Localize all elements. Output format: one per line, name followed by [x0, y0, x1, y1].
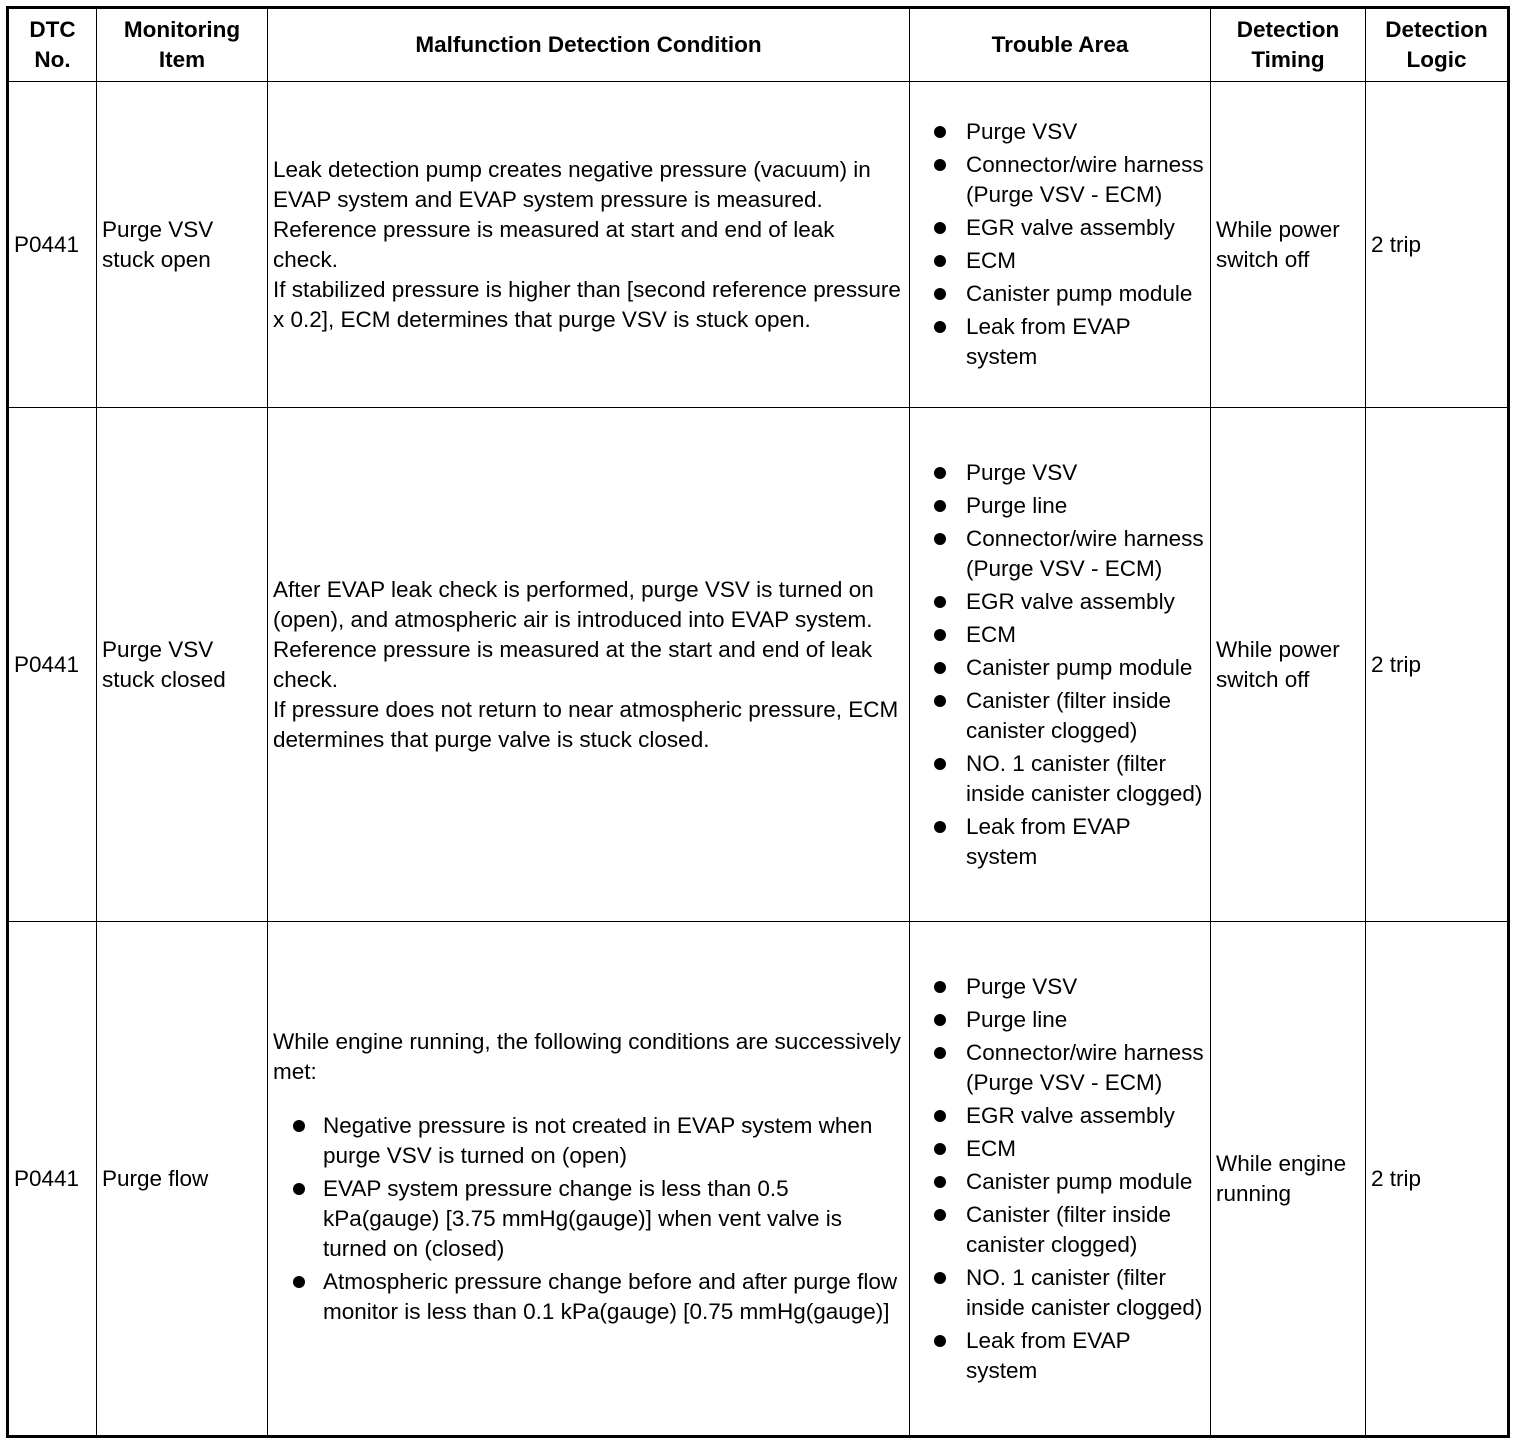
- list-item: [915, 458, 1205, 488]
- condition-intro: While engine running, the following conditions are successively met:: [273, 1029, 901, 1084]
- trouble-area-text: Purge line: [966, 1006, 1068, 1032]
- bullet-dot-icon: [934, 1209, 946, 1221]
- table-row: [8, 408, 1509, 922]
- bullet-dot-icon: [934, 533, 946, 545]
- bullet-dot-icon: [934, 1143, 946, 1155]
- list-item: [915, 524, 1205, 584]
- trouble-area-list: [915, 117, 1205, 372]
- bullet-dot-icon: [934, 1047, 946, 1059]
- bullet-dot-icon: [934, 596, 946, 608]
- condition-paragraph: After EVAP leak check is performed, purge VSV is turned on (open), and atmospheric air is introduced into EVAP system. Reference pressure is measured at the start and end of leak check.: [273, 576, 874, 692]
- bullet-dot-icon: [934, 321, 946, 333]
- detection-condition: [268, 82, 910, 408]
- bullet-dot-icon: [934, 500, 946, 512]
- list-item: [915, 1263, 1205, 1323]
- trouble-area-text: ECM: [966, 248, 1016, 273]
- trouble-area-text: EGR valve assembly: [966, 588, 1175, 614]
- header-monitoring-item: Monitoring Item: [97, 8, 268, 82]
- trouble-area-text: Leak from EVAP system: [966, 813, 1131, 869]
- trouble-area: [910, 922, 1211, 1437]
- monitoring-item: Purge VSV stuck open: [97, 82, 268, 408]
- condition-bullet-list: [273, 1111, 904, 1327]
- list-item: [915, 279, 1205, 309]
- header-detection-logic: Detection Logic: [1366, 8, 1509, 82]
- list-item: [915, 1038, 1205, 1098]
- list-item: [915, 150, 1205, 210]
- trouble-area-text: Purge VSV: [966, 119, 1078, 144]
- detection-logic: 2 trip: [1366, 922, 1509, 1437]
- list-item: [915, 653, 1205, 683]
- trouble-area: [910, 408, 1211, 922]
- header-trouble-area: Trouble Area: [910, 8, 1211, 82]
- bullet-dot-icon: [293, 1276, 305, 1288]
- list-item: [273, 1111, 904, 1171]
- monitoring-item: Purge VSV stuck closed: [97, 408, 268, 922]
- detection-timing: While power switch off: [1211, 82, 1366, 408]
- bullet-dot-icon: [934, 222, 946, 234]
- dtc-document: [6, 6, 1507, 1434]
- list-item: [915, 1134, 1205, 1164]
- trouble-area-text: Canister (filter inside canister clogged): [966, 1201, 1172, 1257]
- list-item: [915, 686, 1205, 746]
- trouble-area-text: NO. 1 canister (filter inside canister clogged): [966, 1264, 1203, 1320]
- trouble-area-text: EGR valve assembly: [966, 215, 1175, 240]
- table-row: [8, 922, 1509, 1437]
- list-item: [915, 749, 1205, 809]
- list-item: [273, 1267, 904, 1327]
- list-item: [915, 213, 1205, 243]
- detection-timing: While power switch off: [1211, 408, 1366, 922]
- list-item: [915, 972, 1205, 1002]
- list-item: [915, 246, 1205, 276]
- bullet-dot-icon: [934, 981, 946, 993]
- trouble-area-text: Canister pump module: [966, 654, 1193, 680]
- list-item: [915, 1326, 1205, 1386]
- condition-paragraph: If pressure does not return to near atmospheric pressure, ECM determines that purge valve is stuck closed.: [273, 696, 899, 752]
- dtc-code: P0441: [8, 82, 97, 408]
- trouble-area-text: Connector/wire harness (Purge VSV - ECM): [966, 525, 1204, 581]
- trouble-area: [910, 82, 1211, 408]
- condition-bullet-text: Negative pressure is not created in EVAP system when purge VSV is turned on (open): [323, 1113, 873, 1168]
- monitoring-item: Purge flow: [97, 922, 268, 1437]
- bullet-dot-icon: [934, 662, 946, 674]
- bullet-dot-icon: [934, 629, 946, 641]
- bullet-dot-icon: [934, 695, 946, 707]
- trouble-area-text: Connector/wire harness (Purge VSV - ECM): [966, 152, 1204, 207]
- trouble-area-list: [915, 972, 1205, 1386]
- trouble-area-text: Leak from EVAP system: [966, 1327, 1131, 1383]
- bullet-dot-icon: [934, 288, 946, 300]
- trouble-area-text: NO. 1 canister (filter inside canister clogged): [966, 750, 1203, 806]
- trouble-area-text: Canister pump module: [966, 281, 1193, 306]
- condition-paragraph: If stabilized pressure is higher than [second reference pressure x 0.2], ECM determines that purge VSV is stuck open.: [273, 276, 901, 332]
- trouble-area-text: Purge VSV: [966, 973, 1078, 999]
- bullet-dot-icon: [934, 255, 946, 267]
- trouble-area-text: ECM: [966, 621, 1016, 647]
- list-item: [915, 1101, 1205, 1131]
- trouble-area-text: Purge line: [966, 492, 1068, 518]
- list-item: [915, 587, 1205, 617]
- detection-condition: [268, 408, 910, 922]
- bullet-dot-icon: [934, 1272, 946, 1284]
- header-row: [8, 8, 1509, 82]
- bullet-dot-icon: [934, 159, 946, 171]
- trouble-area-text: Connector/wire harness (Purge VSV - ECM): [966, 1039, 1204, 1095]
- list-item: [915, 117, 1205, 147]
- dtc-table: [6, 6, 1510, 1438]
- list-item: [915, 491, 1205, 521]
- list-item: [915, 312, 1205, 372]
- bullet-dot-icon: [293, 1183, 305, 1195]
- detection-condition: [268, 922, 910, 1437]
- bullet-dot-icon: [934, 821, 946, 833]
- header-dtc-no: DTC No.: [8, 8, 97, 82]
- bullet-dot-icon: [293, 1120, 305, 1132]
- bullet-dot-icon: [934, 1110, 946, 1122]
- list-item: [915, 1005, 1205, 1035]
- detection-logic: 2 trip: [1366, 82, 1509, 408]
- list-item: [273, 1174, 904, 1264]
- trouble-area-list: [915, 458, 1205, 872]
- header-detection-timing: Detection Timing: [1211, 8, 1366, 82]
- list-item: [915, 620, 1205, 650]
- trouble-area-text: ECM: [966, 1135, 1016, 1161]
- list-item: [915, 1200, 1205, 1260]
- list-item: [915, 1167, 1205, 1197]
- detection-logic: 2 trip: [1366, 408, 1509, 922]
- header-condition: Malfunction Detection Condition: [268, 8, 910, 82]
- condition-bullet-text: Atmospheric pressure change before and after purge flow monitor is less than 0.1 kPa(gauge) [0.75 mmHg(gauge)]: [323, 1269, 898, 1324]
- trouble-area-text: Leak from EVAP system: [966, 314, 1131, 369]
- trouble-area-text: Canister pump module: [966, 1168, 1193, 1194]
- table-row: [8, 82, 1509, 408]
- dtc-code: P0441: [8, 408, 97, 922]
- dtc-code: P0441: [8, 922, 97, 1437]
- bullet-dot-icon: [934, 1176, 946, 1188]
- condition-bullet-text: EVAP system pressure change is less than 0.5 kPa(gauge) [3.75 mmHg(gauge)] when vent valve is turned on (closed): [323, 1176, 843, 1261]
- trouble-area-text: EGR valve assembly: [966, 1102, 1175, 1128]
- bullet-dot-icon: [934, 1014, 946, 1026]
- trouble-area-text: Canister (filter inside canister clogged): [966, 687, 1172, 743]
- bullet-dot-icon: [934, 1335, 946, 1347]
- bullet-dot-icon: [934, 758, 946, 770]
- trouble-area-text: Purge VSV: [966, 459, 1078, 485]
- list-item: [915, 812, 1205, 872]
- detection-timing: While engine running: [1211, 922, 1366, 1437]
- condition-paragraph: Leak detection pump creates negative pressure (vacuum) in EVAP system and EVAP system pressure is measured. Reference pressure is measured at start and end of leak check.: [273, 156, 871, 272]
- bullet-dot-icon: [934, 467, 946, 479]
- bullet-dot-icon: [934, 126, 946, 138]
